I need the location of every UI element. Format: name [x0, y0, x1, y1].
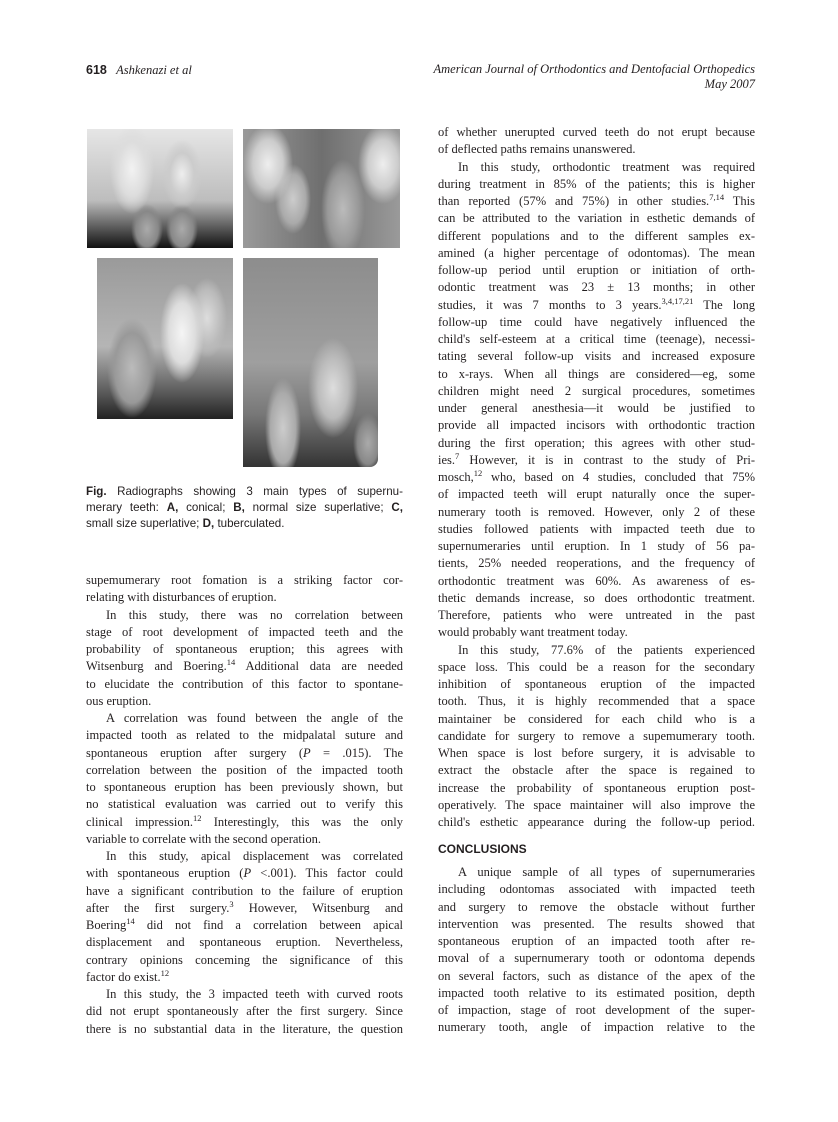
text-line: follow-up period until eruption or initiation of orth- — [438, 263, 755, 277]
text-line: follow-up time could have negatively influenced the — [438, 314, 755, 329]
text-line: different populations and to the different samples ex- — [438, 228, 755, 243]
citation-superscript: 3 — [229, 899, 234, 909]
text-line: candidate for surgery to remove a supemumerary tooth. — [438, 728, 755, 743]
text-line: thetic demands increase, so does orthodontic treatment. — [438, 590, 755, 605]
text-line: maintainer be considered for each child who is a — [438, 711, 755, 726]
text-line: In this study, 77.6% of the patients experienced — [458, 642, 755, 657]
text-line: supemumerary root fomation is a striking factor cor- — [86, 573, 403, 587]
radiograph-panel-a — [87, 129, 233, 248]
citation-superscript: 3,4,17,21 — [661, 296, 694, 306]
text-line: probability of spontaneous eruption; this agrees with — [86, 642, 403, 656]
text-line: odontic treatment was 23 ± 13 months; in other — [438, 280, 755, 295]
text-line: of deflected paths remains unanswered. — [438, 142, 636, 157]
text-line: provide all impacted incisors with orthodontic traction — [438, 418, 755, 433]
radiograph-panel-c — [97, 258, 233, 419]
text-line: children might need 2 surgical procedures, sometimes — [438, 383, 755, 398]
running-header-left — [86, 62, 192, 78]
text-line: on several factors, such as distance of the apex of the — [438, 968, 755, 983]
text-line: during treatment in 85% of the patients; this is higher — [438, 176, 755, 191]
text-line: of whether unerupted curved teeth do not erupt because — [438, 125, 755, 139]
page-number: 618 — [86, 63, 107, 77]
radiograph-panel-b — [243, 129, 400, 248]
text-line: increase the probability of spontaneous eruption post- — [438, 780, 755, 795]
text-line: In this study, there was no correlation between — [106, 607, 403, 622]
left-column-body — [86, 572, 403, 1038]
text-line: intervention was presented. The results showed that — [438, 916, 755, 931]
text-line: inhibition of spontaneous eruption of the impacted — [438, 677, 755, 691]
text-line: to spontaneous eruption has been previously shown, but — [86, 780, 403, 794]
text-line: impacted tooth relative to its estimated position, depth — [438, 985, 755, 1000]
text-line: to elucidate the contribution of this factor to spontane- — [86, 676, 403, 691]
text-line: of impaction, stage of root development of the super- — [438, 1003, 755, 1017]
text-line: to x-rays. When all things are considered—eg, some — [438, 366, 755, 381]
figure-caption — [86, 484, 403, 532]
text-line: studies followed patients with impacted teeth due to — [438, 521, 755, 536]
text-line: after the first surgery.$^3$ However, Witsenburg and — [86, 899, 403, 915]
text-line: stage of root development of impacted teeth and the — [86, 624, 403, 639]
text-line: A unique sample of all types of supernumeraries — [458, 865, 755, 879]
text-line: and surgery to remove the obstacle without further — [438, 899, 755, 914]
text-line: tating several follow-up visits and increased exposure — [438, 349, 755, 364]
text-line: In this study, the 3 impacted teeth with curved roots — [106, 987, 403, 1001]
text-line: clinical impression.$^{12}$ Interestingly, this was the only — [86, 813, 403, 829]
text-line: extract the obstacle after the space is regained to — [438, 763, 755, 778]
text-line: there is no substantial data in the literature, the question — [86, 1021, 403, 1036]
text-line: relating with disturbances of eruption. — [86, 590, 277, 605]
text-line: during the first operation; this agrees with other stud- — [438, 435, 755, 450]
text-line: impacted tooth as related to the midpalatal suture and — [86, 728, 403, 743]
conclusions-heading: CONCLUSIONS — [438, 842, 527, 856]
text-line: of impacted teeth will erupt naturally once the super- — [438, 487, 755, 502]
citation-superscript: 12 — [160, 968, 170, 978]
citation-superscript: 7 — [455, 451, 460, 461]
text-line: no statistical evaluation was carried out to verify this — [86, 797, 403, 812]
text-line: including odontomas associated with impacted teeth — [438, 882, 755, 897]
text-line: spontaneous eruption of an impacted tooth after re- — [438, 934, 755, 948]
text-line: supernumeraries until eruption. In 1 study of 56 pa- — [438, 539, 755, 553]
text-line: Therefore, patients who were untreated in the past — [438, 608, 755, 622]
text-line: contrary opinions conceming the significance of this — [86, 952, 403, 967]
text-line: Fig. Radiographs showing 3 main types of supernu- — [86, 485, 403, 498]
text-line: would probably want treatment today. — [438, 625, 628, 640]
citation-superscript: 14 — [126, 917, 135, 926]
right-column-body — [438, 124, 755, 831]
text-line: merary teeth: A, conical; B, normal size superlative; C, — [86, 501, 403, 514]
text-line: mosch,$^{12}$ who, based on 4 studies, concluded that 75% — [438, 469, 755, 484]
text-line: can be attributed to the variation in esthetic demands of — [438, 211, 755, 226]
text-line: A correlation was found between the angle of the — [106, 711, 403, 725]
text-line: child's self-esteem at a critical time (teenage), necessi- — [438, 332, 755, 346]
text-line: Boering$^{14}$ did not find a correlation between apical — [86, 917, 403, 932]
text-line: factor do exist.$^{12}$ — [86, 968, 170, 984]
text-line: have a significant contribution to the failure of eruption — [86, 883, 403, 898]
citation-superscript: 7,14 — [709, 193, 725, 202]
text-line: with spontaneous eruption (P <.001). This factor could — [86, 866, 403, 881]
text-line: numerary tooth is removed. However, only 2 of these — [438, 504, 755, 519]
journal-title: American Journal of Orthodontics and Dentofacial Orthopedics — [433, 62, 755, 76]
text-line: displacement and spontaneous eruption. Nevertheless, — [86, 935, 403, 950]
text-line: amined (a higher percentage of odontomas). The mean — [438, 245, 755, 260]
text-line: tients, 25% needed reoperations, and the frequency of — [438, 556, 755, 571]
text-line: tooth. Thus, it is highly recommended that a space — [438, 694, 755, 709]
citation-superscript: 14 — [226, 658, 236, 668]
text-line: than reported (57% and 75%) in other studies.$^{7,14}$ This — [438, 193, 755, 208]
text-line: moval of a supernumerary tooth or odontoma depends — [438, 951, 755, 966]
text-line: Witsenburg and Boering.$^{14}$ Additional data are needed — [86, 658, 403, 674]
text-line: space loss. This could be a reason for the secondary — [438, 659, 755, 674]
conclusions-body — [438, 864, 755, 1037]
text-line: studies, it was 7 months to 3 years.$^{3,4,17,21}$ The long — [438, 296, 755, 312]
text-line: ies.$^7$ However, it is in contrast to the study of Pri- — [438, 451, 755, 467]
citation-superscript: 12 — [192, 813, 202, 823]
text-line: variable to correlate with the second operation. — [86, 831, 321, 846]
text-line: under general anesthesia—it would be justified to — [438, 401, 755, 415]
text-line: ous eruption. — [86, 693, 152, 708]
text-line: correlation between the position of the impacted tooth — [86, 762, 403, 777]
text-line: operatively. The space maintainer will also improve the — [438, 797, 755, 812]
text-line: spontaneous eruption after surgery (P = .015). The — [86, 745, 403, 760]
text-line: orthodontic treatment was 60%. As awareness of es- — [438, 573, 755, 588]
issue-date: May 2007 — [704, 77, 755, 91]
running-header-right — [434, 62, 756, 92]
running-author: Ashkenazi et al — [116, 63, 192, 77]
text-line: When space is lost before surgery, it is advisable to — [438, 746, 755, 760]
text-line: small size superlative; D, tuberculated. — [86, 517, 285, 530]
text-line: did not erupt spontaneously after the first surgery. Since — [86, 1004, 403, 1019]
text-line: numerary tooth, angle of impaction relative to the — [438, 1020, 755, 1035]
text-line: In this study, orthodontic treatment was required — [458, 159, 755, 174]
radiograph-panel-d — [243, 258, 378, 467]
citation-superscript: 12 — [473, 469, 483, 478]
text-line: child's esthetic appearance during the follow-up period. — [438, 815, 755, 829]
text-line: In this study, apical displacement was correlated — [106, 849, 403, 863]
